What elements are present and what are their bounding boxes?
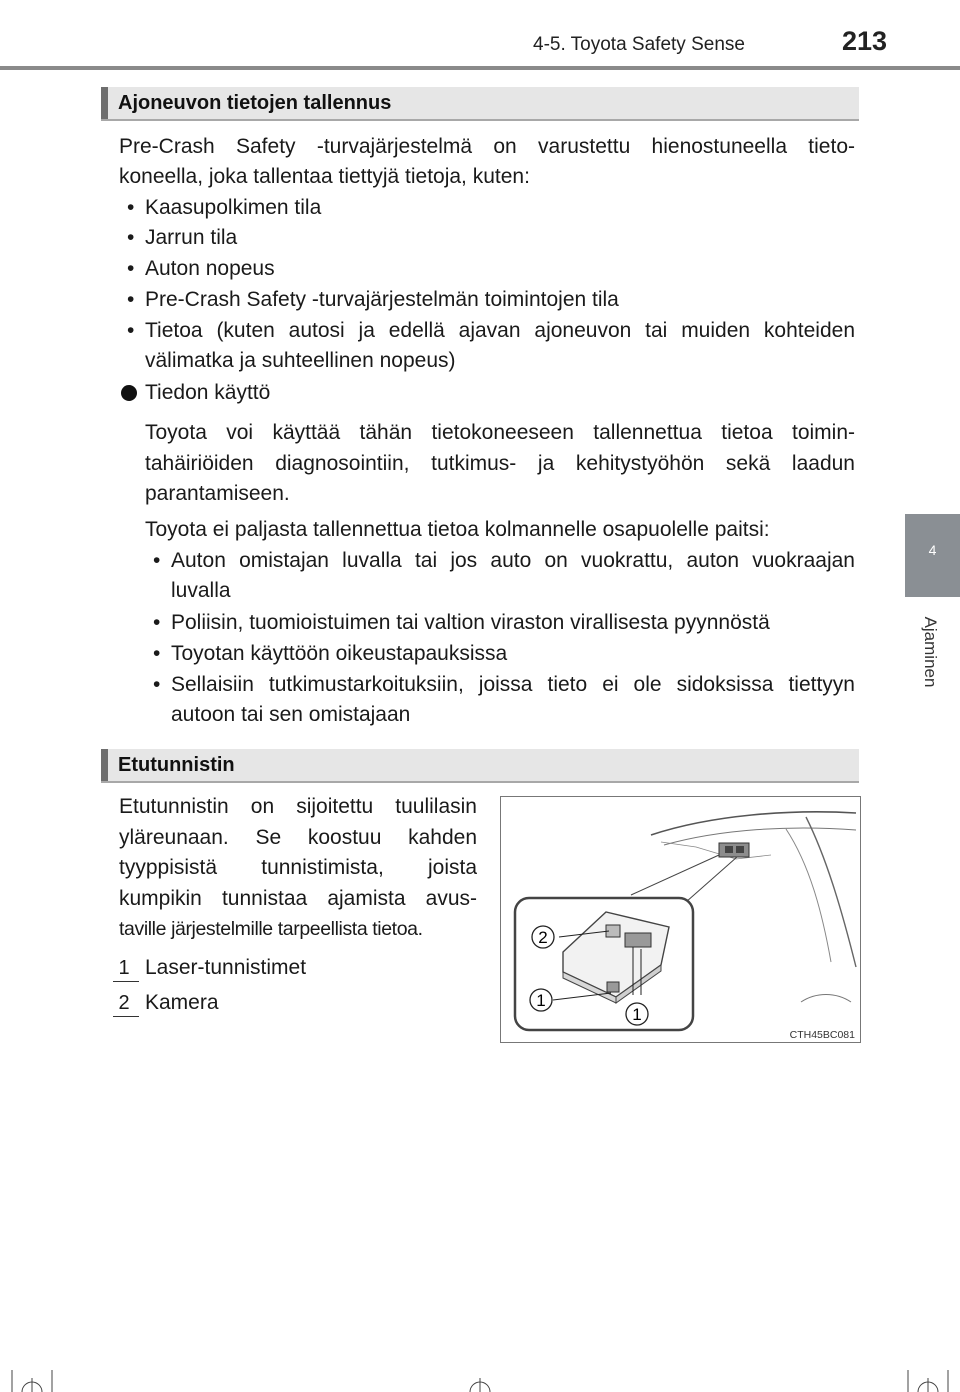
- list-item-continuation: luvalla: [171, 579, 231, 602]
- bullet-dot: •: [153, 642, 161, 665]
- body-line: taville järjestelmille tarpeellista tietoa.: [119, 918, 423, 940]
- list-item: Poliisin, tuomioistuimen tai valtion viraston virallisesta pyynnöstä: [171, 611, 770, 634]
- bullet-dot: •: [127, 226, 135, 249]
- bullet-dot: •: [127, 319, 135, 342]
- list-item-continuation: autoon tai sen omistajaan: [171, 703, 411, 726]
- list-item: Jarrun tila: [145, 226, 238, 249]
- bullet-dot: •: [127, 288, 135, 311]
- legend-label: Kamera: [145, 991, 219, 1014]
- legend-number: 1: [113, 957, 135, 979]
- list-item: Tietoa (kuten autosi ja edellä ajavan ajoneuvon tai muiden kohteiden: [145, 319, 855, 342]
- legend-label: Laser-tunnistimet: [145, 956, 307, 979]
- bullet-dot: •: [153, 611, 161, 634]
- list-item: Toyotan käyttöön oikeustapauksissa: [171, 642, 508, 665]
- body-line: tyyppisistä tunnistimista, joista: [119, 856, 477, 879]
- section-heading-bar: [101, 749, 859, 783]
- list-item: Auton omistajan luvalla tai jos auto on vuokrattu, auton vuokraajan: [171, 549, 855, 572]
- legend-number: 2: [113, 992, 135, 1014]
- paragraph-line: Toyota voi käyttää tähän tietokoneeseen tallennettua tietoa toimin-: [145, 421, 855, 444]
- list-item: Sellaisiin tutkimustarkoituksiin, joissa tieto ei ole sidoksissa tiettyyn: [171, 673, 855, 696]
- paragraph-line: tahäiriöiden diagnosointiin, tutkimus- ja kehitystyöhön sekä laadun: [145, 452, 855, 475]
- callout-text: 1: [632, 1005, 642, 1024]
- section-heading: Etutunnistin: [118, 754, 235, 776]
- crop-marks: [0, 1350, 960, 1392]
- intro-line-2: koneella, joka tallentaa tiettyjä tietoja, kuten:: [119, 165, 530, 188]
- callout-text: 1: [536, 991, 546, 1010]
- list-item: Kaasupolkimen tila: [145, 196, 322, 219]
- list-item-continuation: välimatka ja suhteellinen nopeus): [145, 349, 456, 372]
- paragraph-line: parantamiseen.: [145, 482, 290, 505]
- subheading: Tiedon käyttö: [145, 381, 271, 404]
- bullet-dot: •: [153, 549, 161, 572]
- list-item: Pre-Crash Safety -turvajärjestelmän toimintojen tila: [145, 288, 619, 311]
- chapter-label: Ajaminen: [921, 616, 940, 688]
- chapter-number: 4: [928, 542, 937, 558]
- front-sensor-illustration: [500, 796, 861, 1043]
- body-line: Etutunnistin on sijoitettu tuulilasin: [119, 795, 477, 818]
- figure-code: CTH45BC081: [789, 1029, 855, 1041]
- section-heading: Ajoneuvon tietojen tallennus: [118, 92, 392, 114]
- round-bullet-icon: [121, 385, 137, 401]
- header-divider: [0, 66, 960, 70]
- body-line: kumpikin tunnistaa ajamista avus-: [119, 887, 477, 910]
- windshield-sensor-drawing: [501, 797, 860, 1042]
- bullet-dot: •: [153, 673, 161, 696]
- section-heading-bar: [101, 87, 859, 121]
- intro-line-1: Pre-Crash Safety -turvajärjestelmä on varustettu hienostuneella tieto-: [119, 135, 855, 158]
- callout-text: 2: [538, 928, 548, 947]
- bullet-dot: •: [127, 257, 135, 280]
- list-item: Auton nopeus: [145, 257, 275, 280]
- bullet-dot: •: [127, 196, 135, 219]
- page-number: 213: [842, 26, 888, 56]
- chapter-tab: [905, 514, 960, 597]
- header-section-title: 4-5. Toyota Safety Sense: [533, 34, 745, 55]
- body-line: yläreunaan. Se koostuu kahden: [119, 826, 477, 849]
- paragraph-line: Toyota ei paljasta tallennettua tietoa kolmannelle osapuolelle paitsi:: [145, 518, 770, 541]
